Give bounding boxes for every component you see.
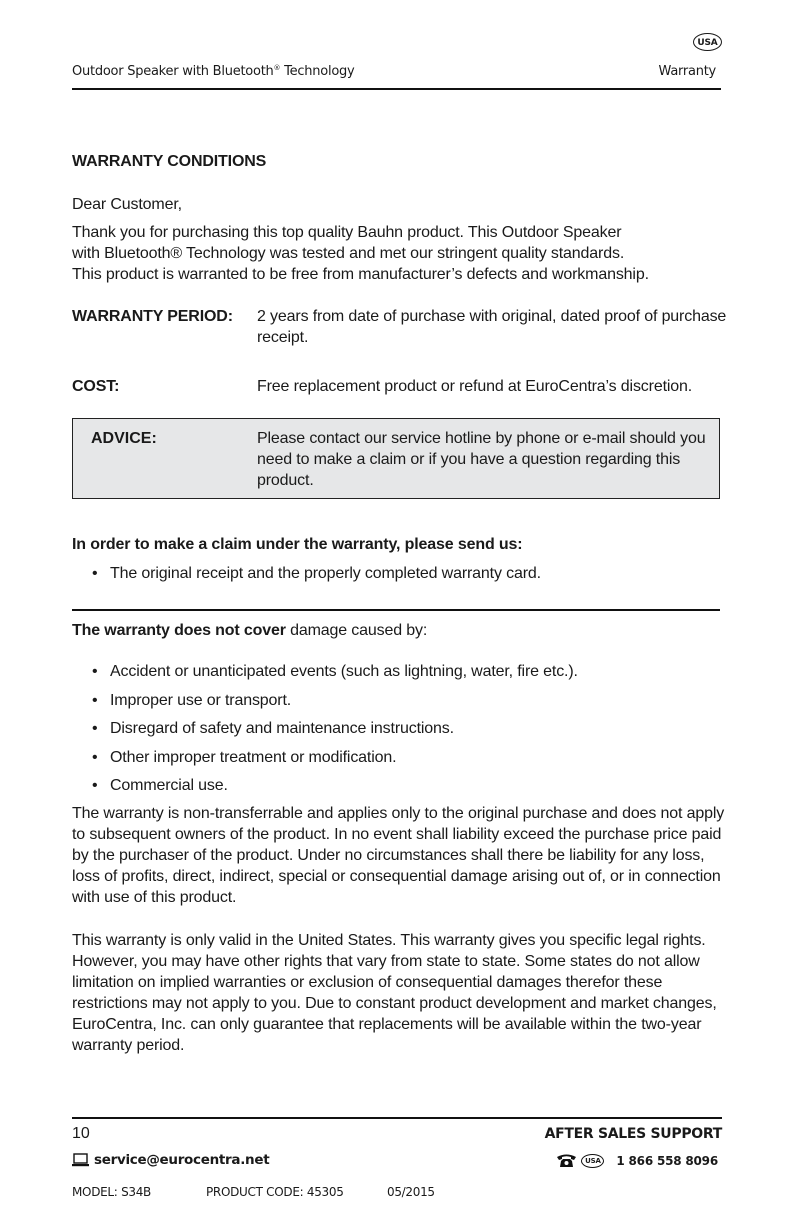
warranty-period-label: WARRANTY PERIOD: bbox=[72, 308, 233, 325]
bullet-icon: • bbox=[92, 663, 98, 680]
advice-value: Please contact our service hotline by phone or e-mail should you need to make a claim or if you have a question regarding this product. bbox=[257, 430, 706, 489]
intro-line: with Bluetooth® Technology was tested and met our stringent quality standards. bbox=[72, 245, 625, 262]
list-item bbox=[72, 775, 578, 804]
bullet-icon: • bbox=[92, 720, 98, 737]
list-item bbox=[72, 718, 578, 747]
registered-mark: ® bbox=[273, 64, 281, 72]
list-item-text: Improper use or transport. bbox=[110, 691, 292, 709]
support-phone[interactable] bbox=[556, 1153, 718, 1168]
list-item-text: Accident or unanticipated events (such as lightning, water, fire etc.). bbox=[110, 663, 578, 680]
intro-line: This product is warranted to be free from manufacturer’s defects and workmanship. bbox=[72, 266, 649, 283]
support-email[interactable] bbox=[72, 1152, 269, 1168]
exclusions-heading bbox=[72, 620, 427, 641]
list-item-text: The original receipt and the properly completed warranty card. bbox=[110, 565, 541, 582]
after-sales-heading: AFTER SALES SUPPORT bbox=[544, 1126, 722, 1142]
support-phone-number[interactable]: 1 866 558 8096 bbox=[616, 1153, 718, 1168]
cost-value: Free replacement product or refund at EuroCentra’s discretion. bbox=[257, 378, 693, 395]
validity-paragraph: This warranty is only valid in the United States. This warranty gives you specific legal rights. However, you may have other rights that vary from state to state. Some states do not allow limitation on implied warranties or exclusion of consequential damages therefor these restrictions may not apply to you. Due to constant product development and market changes, EuroCentra, Inc. can only guarantee that replacements will be available within the two-year warranty period. bbox=[72, 932, 717, 1054]
header-product-title-suffix: Technology bbox=[280, 64, 355, 79]
exclusions-heading-rest: damage caused by: bbox=[285, 622, 428, 639]
exclusions-list bbox=[72, 661, 578, 804]
usa-region-badge: USA bbox=[693, 33, 722, 51]
intro-paragraph bbox=[72, 222, 732, 285]
telephone-icon bbox=[556, 1153, 577, 1168]
cost-label: COST: bbox=[72, 378, 120, 395]
support-email-text[interactable]: service@eurocentra.net bbox=[94, 1152, 270, 1168]
usa-region-badge-small: USA bbox=[581, 1154, 604, 1168]
list-item-text: Disregard of safety and maintenance instructions. bbox=[110, 720, 454, 737]
advice-box bbox=[72, 418, 720, 499]
laptop-icon bbox=[72, 1153, 89, 1167]
header-section-title: Warranty bbox=[658, 64, 716, 79]
header-divider bbox=[72, 88, 721, 90]
list-item bbox=[72, 563, 541, 592]
list-item bbox=[72, 661, 578, 690]
intro-line: Thank you for purchasing this top quality Bauhn product. This Outdoor Speaker bbox=[72, 224, 622, 241]
model-number: MODEL: S34B bbox=[72, 1185, 151, 1199]
bullet-icon: • bbox=[92, 777, 98, 794]
page-title: WARRANTY CONDITIONS bbox=[72, 153, 267, 170]
product-code: PRODUCT CODE: 45305 bbox=[206, 1185, 344, 1199]
claim-list bbox=[72, 563, 541, 592]
publication-date: 05/2015 bbox=[387, 1185, 435, 1199]
list-item-text: Other improper treatment or modification. bbox=[110, 748, 397, 766]
page-number: 10 bbox=[72, 1125, 90, 1142]
section-divider bbox=[72, 609, 720, 611]
transferability-paragraph: The warranty is non-transferrable and applies only to the original purchase and does not apply to subsequent owners of the product. In no event shall liability exceed the purchase price paid by the purchaser of the product. Under no circumstances shall there be liability for any loss, loss of profits, direct, indirect, special or consequential damage arising out of, or in connection with use of this product. bbox=[72, 805, 725, 906]
warranty-period-value: 2 years from date of purchase with original, dated proof of purchase receipt. bbox=[257, 308, 727, 346]
warranty-page bbox=[72, 0, 727, 1224]
header-product-title-text: Outdoor Speaker with Bluetooth bbox=[72, 64, 274, 79]
advice-label: ADVICE: bbox=[91, 430, 157, 447]
exclusions-heading-bold: The warranty does not cover bbox=[72, 622, 286, 639]
claim-heading: In order to make a claim under the warranty, please send us: bbox=[72, 536, 523, 553]
bullet-icon: • bbox=[92, 748, 98, 766]
header-product-title bbox=[72, 64, 355, 79]
list-item-text: Commercial use. bbox=[110, 777, 228, 794]
footer-divider bbox=[72, 1117, 722, 1119]
greeting: Dear Customer, bbox=[72, 196, 182, 213]
list-item bbox=[72, 690, 578, 719]
bullet-icon: • bbox=[92, 565, 98, 582]
list-item bbox=[72, 747, 578, 776]
bullet-icon: • bbox=[92, 691, 98, 709]
